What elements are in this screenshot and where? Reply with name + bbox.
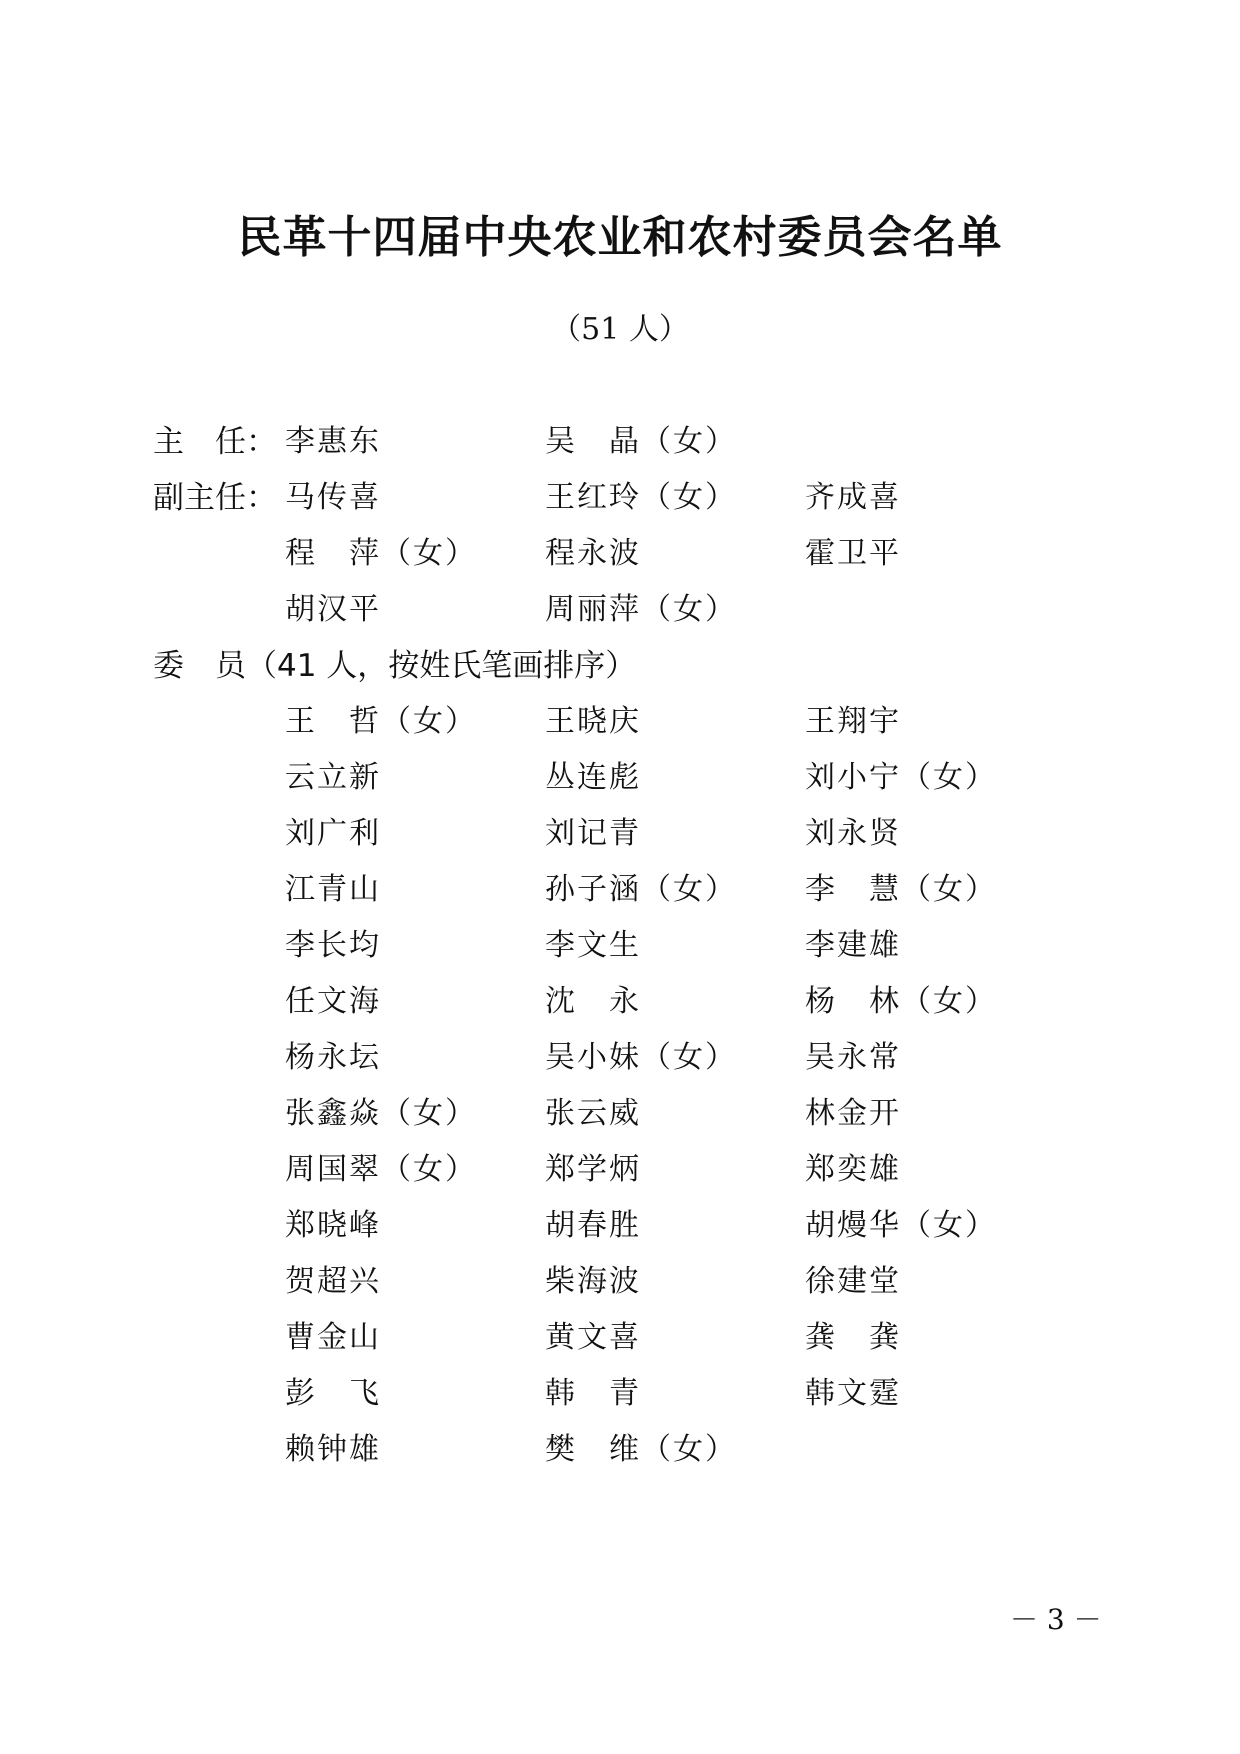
director-name: 吴 晶（女） — [545, 424, 737, 459]
member-name: 林金开 — [805, 1096, 901, 1131]
member-name: 李 慧（女） — [805, 872, 997, 907]
member-name: 黄文喜 — [545, 1320, 641, 1355]
director-label: 主 任： — [153, 424, 277, 460]
member-name: 刘永贤 — [805, 816, 901, 851]
member-name: 张鑫焱（女） — [285, 1096, 477, 1131]
member-name: 王晓庆 — [545, 704, 641, 739]
member-name: 杨 林（女） — [805, 984, 997, 1019]
member-name: 李建雄 — [805, 928, 901, 963]
member-name: 郑晓峰 — [285, 1208, 381, 1243]
member-name: 王翔宇 — [805, 704, 901, 739]
member-name: 吴永常 — [805, 1040, 901, 1075]
member-name: 柴海波 — [545, 1264, 641, 1299]
member-name: 贺超兴 — [285, 1264, 381, 1299]
member-name: 沈 永 — [545, 984, 641, 1019]
member-name: 江青山 — [285, 872, 381, 907]
member-name: 李文生 — [545, 928, 641, 963]
member-name: 张云威 — [545, 1096, 641, 1131]
member-name: 云立新 — [285, 760, 381, 795]
director-name: 李惠东 — [285, 424, 381, 459]
member-name: 王 哲（女） — [285, 704, 477, 739]
member-name: 韩文霆 — [805, 1376, 901, 1411]
member-name: 周国翠（女） — [285, 1152, 477, 1187]
deputy-name: 齐成喜 — [805, 480, 901, 515]
deputy-name: 程永波 — [545, 536, 641, 571]
deputy-name: 霍卫平 — [805, 536, 901, 571]
member-name: 徐建堂 — [805, 1264, 901, 1299]
deputy-name: 程 萍（女） — [285, 536, 477, 571]
member-name: 孙子涵（女） — [545, 872, 737, 907]
member-name: 李长均 — [285, 928, 381, 963]
member-name: 刘广利 — [285, 816, 381, 851]
member-name: 丛连彪 — [545, 760, 641, 795]
deputy-name: 马传喜 — [285, 480, 381, 515]
member-name: 吴小妹（女） — [545, 1040, 737, 1075]
member-name: 刘记青 — [545, 816, 641, 851]
member-name: 郑奕雄 — [805, 1152, 901, 1187]
deputy-name: 王红玲（女） — [545, 480, 737, 515]
member-name: 曹金山 — [285, 1320, 381, 1355]
deputy-label: 副主任： — [153, 480, 277, 516]
member-name: 任文海 — [285, 984, 381, 1019]
member-name: 刘小宁（女） — [805, 760, 997, 795]
member-name: 胡春胜 — [545, 1208, 641, 1243]
member-name: 彭 飞 — [285, 1376, 381, 1411]
member-name: 龚 龚 — [805, 1320, 901, 1355]
member-name: 樊 维（女） — [545, 1432, 737, 1467]
member-name: 韩 青 — [545, 1376, 641, 1411]
member-count: （51 人） — [551, 312, 689, 347]
member-name: 郑学炳 — [545, 1152, 641, 1187]
deputy-name: 胡汉平 — [285, 592, 381, 627]
members-label: 委 员（41 人，按姓氏笔画排序） — [153, 648, 637, 684]
member-name: 胡熳华（女） — [805, 1208, 997, 1243]
member-name: 杨永坛 — [285, 1040, 381, 1075]
document-title: 民革十四届中央农业和农村委员会名单 — [237, 212, 1003, 263]
deputy-name: 周丽萍（女） — [545, 592, 737, 627]
page-number: － 3 － — [1010, 1603, 1102, 1636]
member-name: 赖钟雄 — [285, 1432, 381, 1467]
